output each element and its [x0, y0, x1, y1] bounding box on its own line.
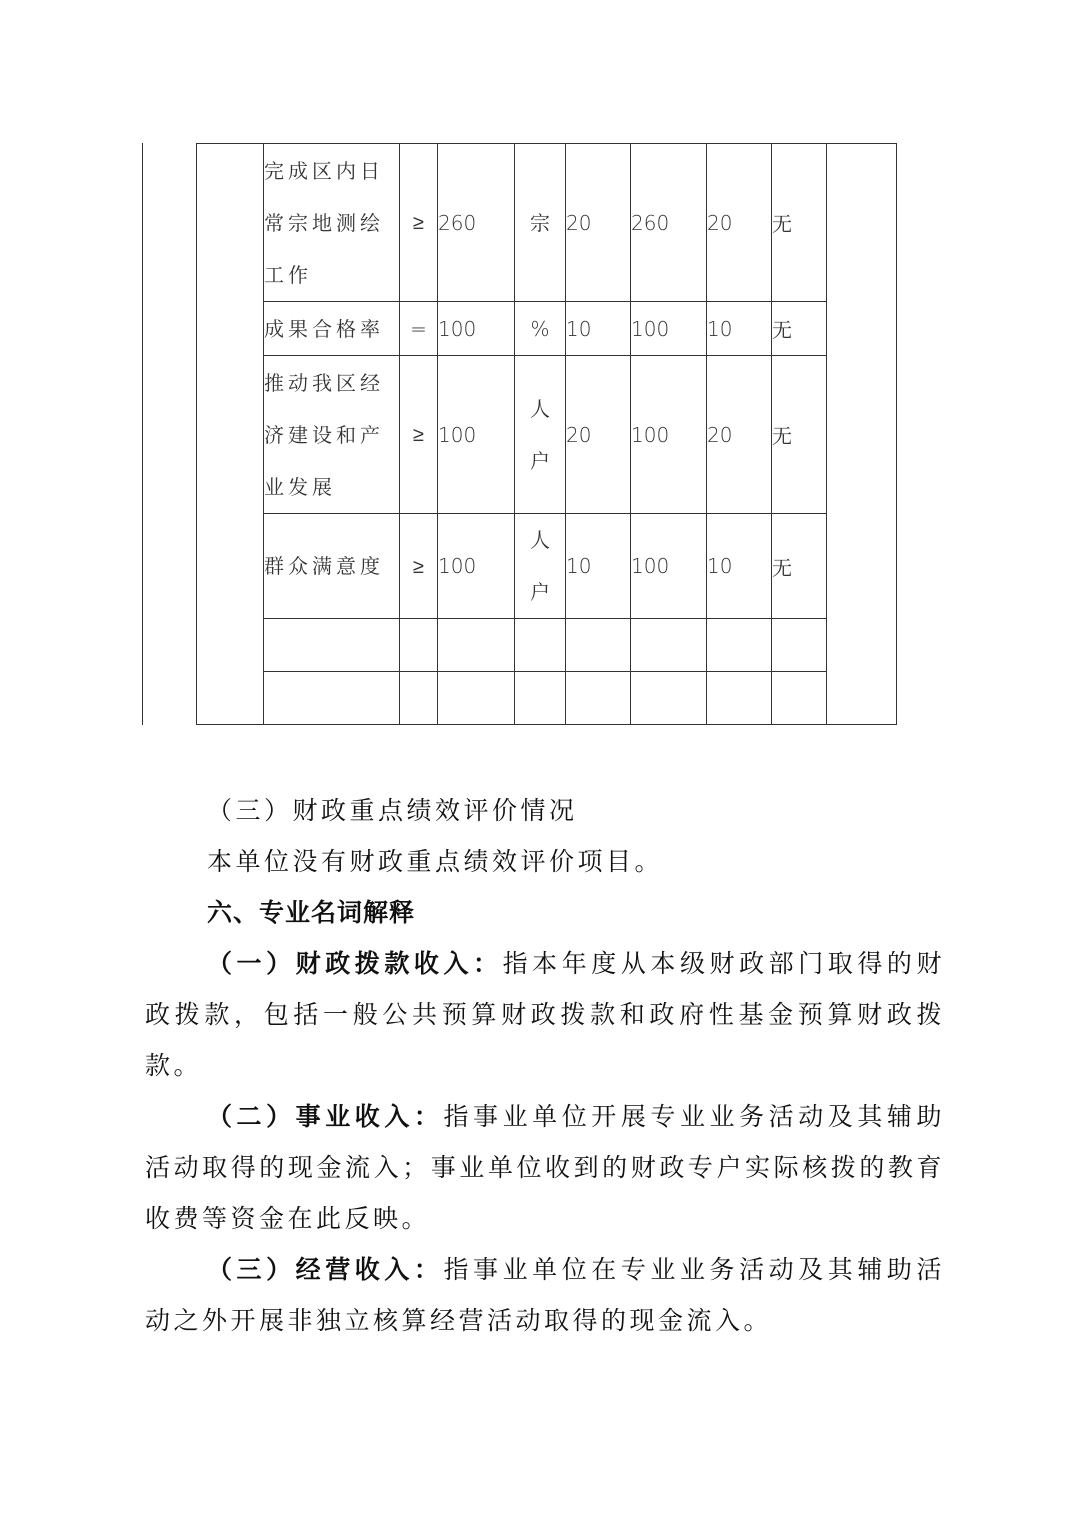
- body-text: [145, 785, 945, 1346]
- operator-cell: ≥: [400, 144, 438, 302]
- target-value: 100: [438, 302, 515, 356]
- definition-body: 指事业单位在专业业务活动及其辅助活动之外开展非独立核算经营活动取得的现金流入。: [145, 1255, 945, 1335]
- section-heading-3: （三）财政重点绩效评价情况: [207, 796, 578, 825]
- note-value: 无: [772, 356, 827, 514]
- definition-1: [145, 938, 945, 1091]
- operator-cell: =: [400, 302, 438, 356]
- section-heading-6: 六、专业名词解释: [207, 898, 416, 927]
- actual-value: 100: [631, 514, 707, 619]
- table-row: [197, 302, 897, 356]
- unit-cell: 宗: [515, 144, 566, 302]
- definition-2: [145, 1091, 945, 1244]
- note-value: 无: [772, 144, 827, 302]
- indicator-name: 完成区内日 常宗地测绘 工作: [264, 144, 400, 302]
- target-value: 100: [438, 356, 515, 514]
- unit-cell: 人 户: [515, 514, 566, 619]
- category-cell-level1: [197, 144, 264, 725]
- score-value: 20: [707, 356, 772, 514]
- score-value: 10: [707, 514, 772, 619]
- definition-body: 指事业单位开展专业业务活动及其辅助活动取得的现金流入；事业单位收到的财政专户实际核拨的教育收费等资金在此反映。: [145, 1102, 945, 1233]
- definition-term: （三）经营收入：: [207, 1255, 444, 1284]
- operator-cell: ≥: [400, 514, 438, 619]
- weight-value: 10: [566, 514, 631, 619]
- actual-value: 100: [631, 356, 707, 514]
- indicator-name: 群众满意度: [264, 514, 400, 619]
- note-value: 无: [772, 514, 827, 619]
- actual-value: 100: [631, 302, 707, 356]
- score-value: 10: [707, 302, 772, 356]
- weight-value: 10: [566, 302, 631, 356]
- actual-value: 260: [631, 144, 707, 302]
- target-value: 100: [438, 514, 515, 619]
- unit-cell: 人 户: [515, 356, 566, 514]
- target-value: 260: [438, 144, 515, 302]
- operator-cell: ≥: [400, 356, 438, 514]
- weight-value: 20: [566, 144, 631, 302]
- indicator-name: 成果合格率: [264, 302, 400, 356]
- empty-table-row: [197, 672, 897, 725]
- definition-body: 指本年度从本级财政部门取得的财政拨款，包括一般公共预算财政拨款和政府性基金预算财政拨款。: [145, 949, 945, 1080]
- empty-table-row: [197, 619, 897, 672]
- performance-table: [196, 143, 897, 725]
- unit-cell: %: [515, 302, 566, 356]
- definition-term: （一）财政拨款收入：: [207, 949, 503, 978]
- score-value: 20: [707, 144, 772, 302]
- indicator-name: 推动我区经 济建设和产 业发展: [264, 356, 400, 514]
- note-value: 无: [772, 302, 827, 356]
- weight-value: 20: [566, 356, 631, 514]
- section-body-3: 本单位没有财政重点绩效评价项目。: [207, 847, 664, 876]
- definition-term: （二）事业收入：: [207, 1102, 444, 1131]
- table-left-rule: [142, 143, 143, 725]
- table-row: [197, 356, 897, 514]
- table-row: [197, 514, 897, 619]
- remark-cell: [827, 144, 897, 725]
- table-row: [197, 144, 897, 302]
- definition-3: [145, 1244, 945, 1346]
